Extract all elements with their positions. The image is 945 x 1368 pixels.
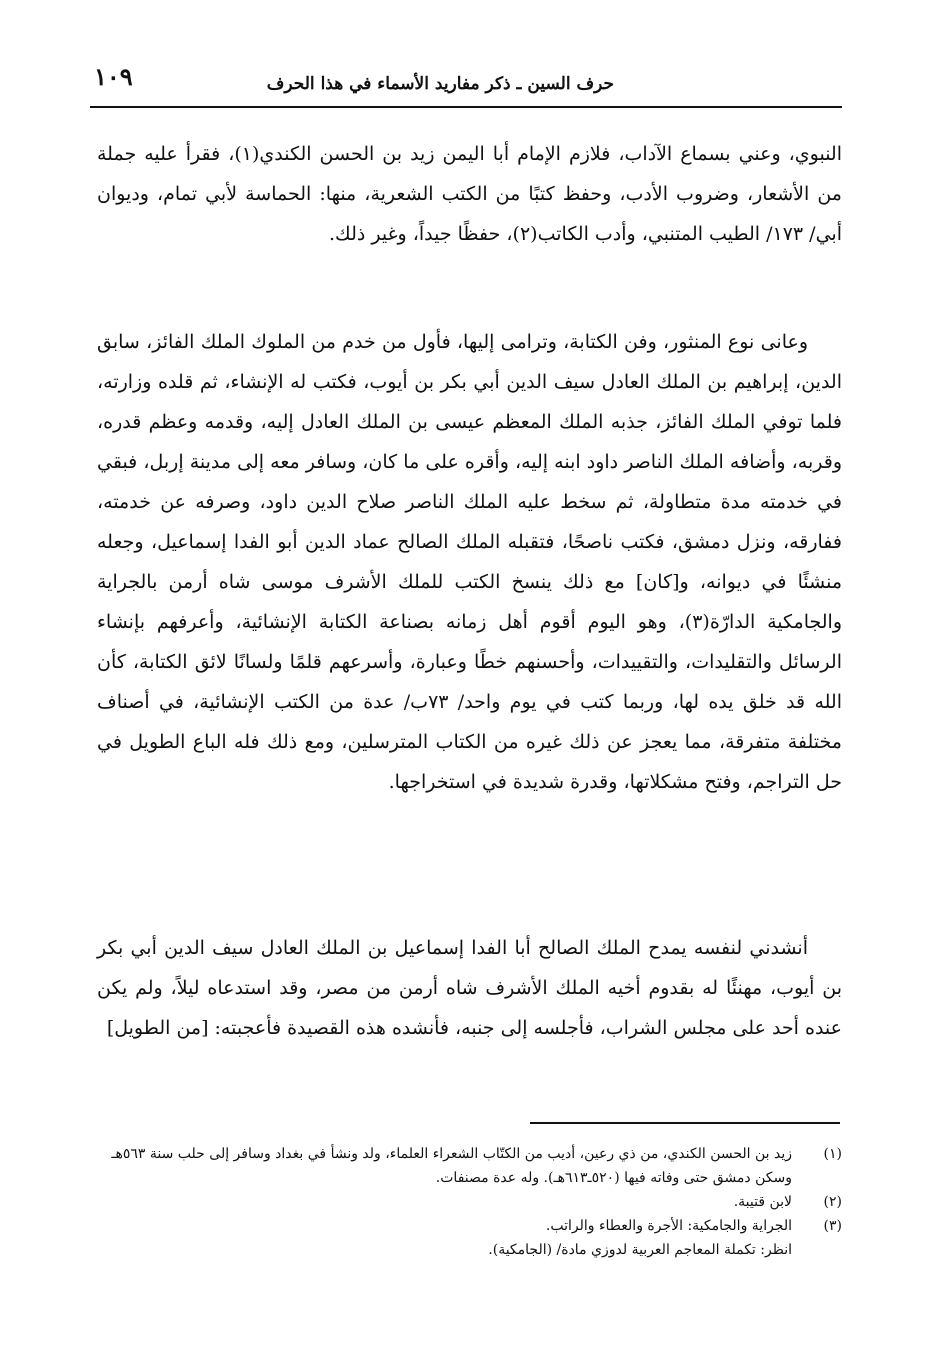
paragraph-2	[97, 322, 842, 802]
footnote-2	[97, 1190, 842, 1214]
footnote-text: الجراية والجامكية: الأجرة والعطاء والراتب.	[545, 1218, 792, 1234]
running-title: حرف السين ـ ذكر مفاريد الأسماء في هذا الحرف	[266, 74, 614, 94]
paragraph-3	[97, 928, 842, 1048]
footnote-number: (٣)	[823, 1218, 842, 1234]
paragraph-text: أنشدني لنفسه يمدح الملك الصالح أبا الفدا إسماعيل بن الملك العادل سيف الدين أبي بكر بن أيوب، مهنئًا له بقدوم أخيه الملك الأشرف شاه أرمن من مصر، وقد استدعاه ليلاً، ولم يكن عنده أحد على مجلس الشراب، فأجلسه إلى جنبه، فأنشده هذه القصيدة فأعجبته: [من الطويل]	[97, 937, 842, 1039]
footnote-1	[97, 1142, 842, 1190]
footnote-3	[97, 1214, 842, 1238]
paragraph-text: النبوي، وعني بسماع الآداب، فلازم الإمام أبا اليمن زيد بن الحسن الكندي(١)، فقرأ عليه جملة من الأشعار، وضروب الأدب، وحفظ كتبًا من الكتب الشعرية، منها: الحماسة لأبي تمام، وديوان أبي/ ١٧٣/ الطيب المتنبي، وأدب الكاتب(٢)، حفظًا جيداً، وغير ذلك.	[97, 143, 843, 245]
footnote-text: انظر: تكملة المعاجم العربية لدوزي مادة/ (الجامكية).	[488, 1242, 792, 1258]
footnote-text: زيد بن الحسن الكندي، من ذي رعين، أديب من الكتّاب الشعراء العلماء، ولد ونشأ في بغداد وسافر إلى حلب سنة ٥٦٣هـ وسكن دمشق حتى وفاته فيها (٥٢٠ـ٦١٣هـ). وله عدة مصنفات.	[111, 1146, 792, 1186]
header-rule	[90, 106, 842, 108]
footnote-separator	[530, 1122, 840, 1124]
running-header	[88, 56, 840, 106]
footnote-number: (١)	[823, 1146, 842, 1162]
footnote-text: لابن قتيبة.	[733, 1194, 792, 1210]
footnote-number: (٢)	[823, 1194, 842, 1210]
footnote-3-continuation	[97, 1238, 842, 1262]
paragraph-text: وعانى نوع المنثور، وفن الكتابة، وترامى إليها، فأول من خدم من الملوك الملك الفائز، سابق الدين، إبراهيم بن الملك العادل سيف الدين أبي بكر بن أيوب، فكتب له الإنشاء، ثم قلده وزارته، فلما توفي الملك الفائز، جذبه الملك المعظم عيسى بن الملك العادل إليه، وقدمه وعظم قدره، وقربه، وأضافه الملك الناصر داود ابنه إليه، وأقره على ما كان، وسافر معه إلى مدينة إربل، فبقي في خدمته مدة متطاولة، ثم سخط عليه الملك الناصر صلاح الدين داود، وصرفه عن خدمته، ففارقه، ونزل دمشق، فكتب ناصحًا، فتقبله الملك الصالح عماد الدين أبو الفدا إسماعيل، وجعله منشئًا في ديوانه، و[كان] مع ذلك ينسخ الكتب للملك الأشرف موسى شاه أرمن بالجراية والجامكية الدارّة(٣)، وهو اليوم أقوم أهل زمانه بصناعة الكتابة الإنشائية، وأعرفهم بإنشاء الرسائل والتقليدات، والتقييدات، وأحسنهم خطًا وعبارة، وأسرعهم قلمًا ولسانًا لائق الكتابة، كأن الله قد خلق يده لها، وربما كتب في يوم واحد/ ٧٣ب/ عدة من الكتب الإنشائية، في أصناف مختلفة متفرقة، مما يعجز عن ذلك غيره من الكتاب المترسلين، ومع ذلك فله الباع الطويل في حل التراجم، وفتح مشكلاتها، وقدرة شديدة في استخراجها.	[97, 331, 842, 793]
page-number: ١٠٩	[94, 62, 133, 91]
paragraph-1	[97, 134, 842, 254]
footnotes	[97, 1142, 842, 1262]
